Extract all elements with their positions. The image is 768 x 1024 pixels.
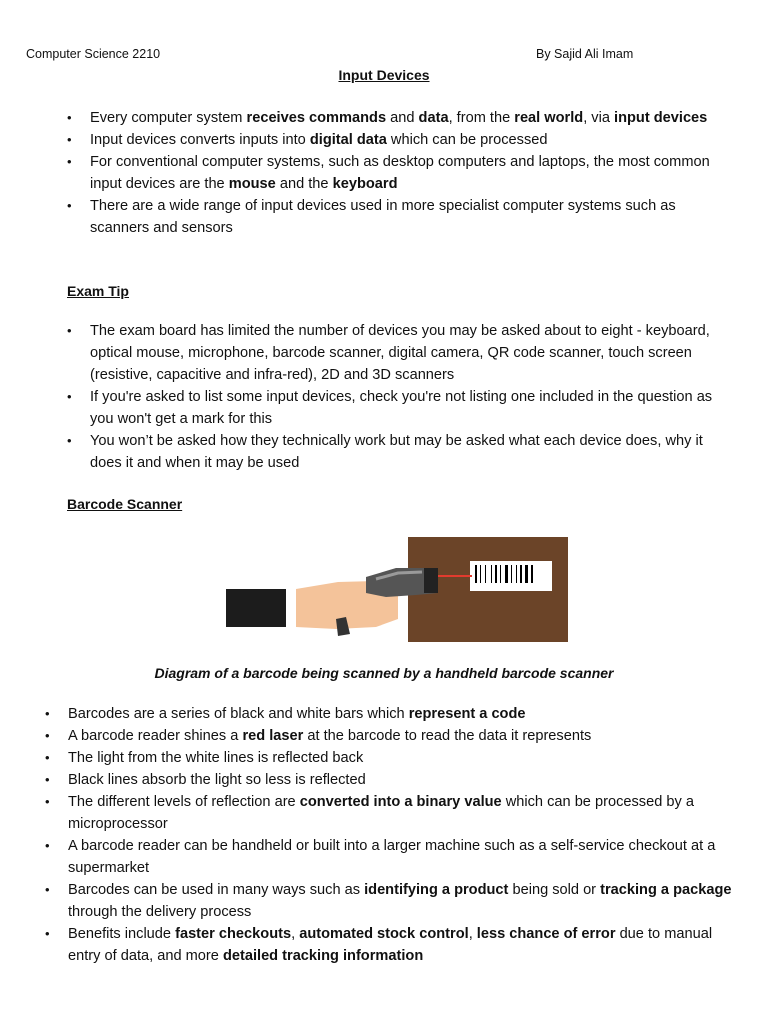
shirt-cuff	[286, 589, 296, 627]
barcode-bullet	[68, 747, 738, 769]
text-run: and	[386, 110, 419, 126]
sleeve	[226, 589, 288, 627]
barcode-bar	[480, 565, 481, 583]
text-run: tracking a package	[600, 882, 732, 898]
text-run: For conventional computer systems, such as desktop computers and laptops, the most common input devices are the	[90, 154, 710, 192]
barcode-bullet	[68, 703, 738, 725]
barcode-bullet-list	[68, 703, 738, 967]
text-run: The different levels of reflection are	[68, 794, 300, 810]
text-run: A barcode reader shines a	[68, 728, 243, 744]
text-run: converted into a binary value	[299, 794, 502, 810]
intro-bullet	[90, 129, 730, 151]
barcode-bullet	[68, 791, 738, 835]
text-run: and the	[275, 176, 333, 192]
text-run: being sold or	[508, 882, 601, 898]
barcode-bullet	[68, 923, 738, 967]
barcode-bar	[475, 565, 477, 583]
barcode-bar	[491, 565, 492, 583]
barcode-bar	[495, 565, 497, 583]
text-run: receives commands	[246, 110, 387, 126]
text-run: , from the	[448, 110, 515, 126]
exam-tip-heading: Exam Tip	[67, 283, 129, 299]
text-run: automated stock control	[299, 926, 469, 942]
exam-tip-bullet	[90, 320, 730, 386]
text-run: mouse	[228, 176, 276, 192]
text-run: detailed tracking information	[222, 948, 424, 964]
text-run: at the barcode to read the data it represents	[303, 728, 592, 744]
text-run: There are a wide range of input devices used in more specialist computer systems such as scanners and sensors	[90, 198, 676, 236]
text-run: represent a code	[408, 706, 526, 722]
barcode-scanner-diagram	[226, 537, 571, 647]
barcode-bullet	[68, 769, 738, 791]
author-label: By Sajid Ali Imam	[536, 47, 634, 61]
barcode-scanner-heading: Barcode Scanner	[67, 496, 183, 512]
text-run: Benefits include	[68, 926, 176, 942]
barcode-bar	[520, 565, 522, 583]
text-run: real world	[514, 110, 584, 126]
text-run: Every computer system	[90, 110, 247, 126]
text-run: Barcodes can be used in many ways such as	[68, 882, 365, 898]
text-run: A barcode reader can be handheld or built into a larger machine such as a self-service checkout at a supermarket	[68, 838, 716, 876]
text-run: Barcodes are a series of black and white bars which	[68, 706, 409, 722]
text-run: digital data	[309, 132, 387, 148]
scanner-head	[424, 568, 438, 593]
barcode-bullet	[68, 725, 738, 747]
text-run: ,	[291, 926, 300, 942]
text-run: identifying a product	[364, 882, 509, 898]
text-run: less chance of error	[476, 926, 616, 942]
barcode-bar	[500, 565, 501, 583]
barcode-bar	[525, 565, 528, 583]
text-run: which can be processed	[386, 132, 548, 148]
barcode-bar	[511, 565, 512, 583]
text-run: input devices	[614, 110, 708, 126]
intro-bullet	[90, 195, 730, 239]
exam-tip-bullet-list	[90, 320, 730, 474]
text-run: You won’t be asked how they technically work but may be asked what each device does, why it does it and when it may be used	[90, 433, 703, 471]
exam-tip-bullet	[90, 386, 730, 430]
barcode-bullet	[68, 835, 738, 879]
intro-bullet-list	[90, 107, 730, 239]
text-run: due to manual entry of data, and more	[68, 926, 713, 964]
exam-tip-bullet	[90, 430, 730, 474]
intro-bullet	[90, 107, 730, 129]
text-run: red laser	[242, 728, 304, 744]
text-run: keyboard	[332, 176, 398, 192]
text-run: The exam board has limited the number of devices you may be asked about to eight - keyboard, optical mouse, microphone, barcode scanner, digital camera, QR code scanner, touch screen (resistive, capacitive and infra-red), 2D and 3D scanners	[90, 323, 710, 383]
text-run: through the delivery process	[68, 904, 252, 920]
text-run: The light from the white lines is reflected back	[68, 750, 364, 766]
text-run: If you're asked to list some input devices, check you're not listing one included in the question as you won't get a mark for this	[90, 389, 713, 427]
text-run: Input devices converts inputs into	[90, 132, 310, 148]
barcode-bullet	[68, 879, 738, 923]
intro-bullet	[90, 151, 730, 195]
barcode-bar	[485, 565, 486, 583]
text-run: faster checkouts	[175, 926, 292, 942]
text-run: Black lines absorb the light so less is reflected	[68, 772, 366, 788]
text-run: , via	[583, 110, 615, 126]
barcode-bar	[531, 565, 533, 583]
text-run: data	[418, 110, 449, 126]
course-label: Computer Science 2210	[26, 47, 161, 61]
barcode-bar	[516, 565, 517, 583]
page-title: Input Devices	[338, 67, 430, 83]
text-run: ,	[468, 926, 477, 942]
text-run: which can be processed by a microprocessor	[68, 794, 694, 832]
diagram-caption: Diagram of a barcode being scanned by a handheld barcode scanner	[154, 665, 614, 681]
barcode-bar	[505, 565, 508, 583]
